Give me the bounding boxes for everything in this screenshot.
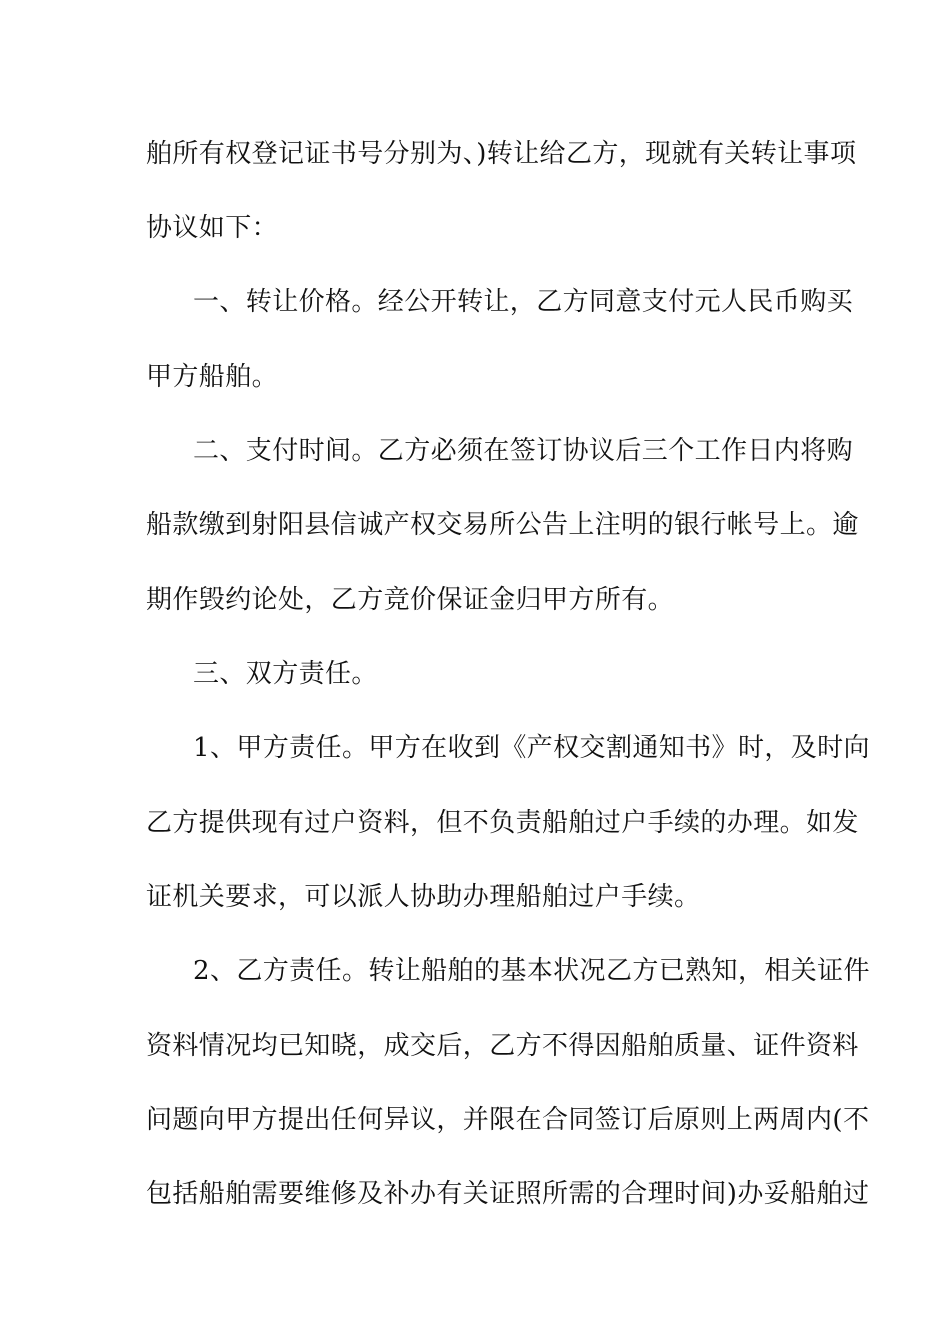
paragraph-line: 舶所有权登记证书号分别为、)转让给乙方，现就有关转让事项 bbox=[146, 139, 857, 169]
paragraph-line: 协议如下： bbox=[146, 213, 279, 243]
clause-3-responsibilities: 三、双方责任。 bbox=[193, 659, 378, 689]
paragraph-line: 乙方提供现有过户资料，但不负责船舶过户手续的办理。如发 bbox=[146, 808, 859, 838]
clause-1-price: 一、转让价格。经公开转让，乙方同意支付元人民币购买 bbox=[193, 287, 854, 317]
paragraph-line: 证机关要求，可以派人协助办理船舶过户手续。 bbox=[146, 882, 701, 912]
paragraph-line: 甲方船舶。 bbox=[146, 362, 279, 392]
paragraph-line: 包括船舶需要维修及补办有关证照所需的合理时间)办妥船舶过 bbox=[146, 1179, 870, 1209]
paragraph-line: 期作毁约论处，乙方竞价保证金归甲方所有。 bbox=[146, 585, 675, 615]
paragraph-line: 船款缴到射阳县信诚产权交易所公告上注明的银行帐号上。逾 bbox=[146, 510, 859, 540]
paragraph-line: 问题向甲方提出任何异议，并限在合同签订后原则上两周内(不 bbox=[146, 1105, 870, 1135]
paragraph-line: 资料情况均已知晓，成交后，乙方不得因船舶质量、证件资料 bbox=[146, 1031, 859, 1061]
clause-2-payment-time: 二、支付时间。乙方必须在签订协议后三个工作日内将购 bbox=[193, 436, 854, 466]
clause-3-1-party-a: 1、甲方责任。甲方在收到《产权交割通知书》时，及时向 bbox=[193, 733, 870, 763]
clause-3-2-party-b: 2、乙方责任。转让船舶的基本状况乙方已熟知，相关证件 bbox=[193, 956, 870, 986]
